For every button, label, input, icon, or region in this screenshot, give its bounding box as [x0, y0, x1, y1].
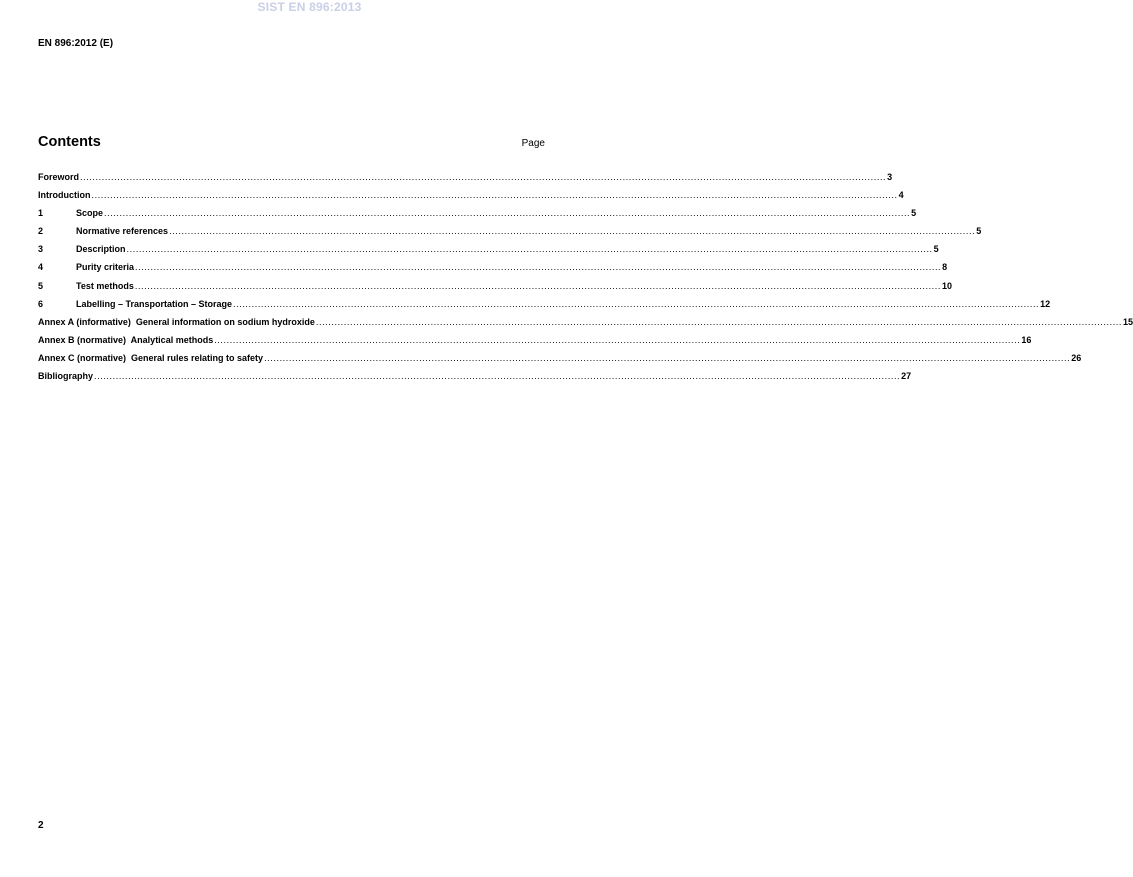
toc-entry[interactable]: [38, 316, 1133, 335]
toc-entry[interactable]: [38, 298, 1051, 317]
toc-entry-title: Bibliography: [38, 371, 94, 382]
toc-entry-number: 4: [38, 262, 44, 273]
page-column-label: Page: [521, 138, 545, 149]
toc-entry[interactable]: [38, 334, 1032, 353]
toc-entry-title: Annex C (normative) General rules relating to safety: [38, 352, 264, 363]
toc-dot-leader: ....................................................................................................................................................................................................................................................................: [214, 334, 1021, 345]
toc-entry-title: Labelling – Transportation – Storage: [76, 298, 233, 309]
toc-entry-title: Introduction: [38, 190, 91, 201]
toc-entry[interactable]: [38, 208, 917, 226]
toc-entry[interactable]: [38, 280, 952, 299]
toc-dot-leader: ....................................................................................................................................................................................................................................................................: [80, 172, 887, 182]
toc-entry[interactable]: [38, 172, 893, 190]
toc-dot-leader: ....................................................................................................................................................................................................................................................................: [91, 190, 898, 201]
toc-entry-title: Scope: [76, 208, 104, 219]
toc-dot-leader: ....................................................................................................................................................................................................................................................................: [94, 371, 901, 382]
toc-entry-page: 15: [1123, 316, 1133, 327]
toc-entry-title: Foreword: [38, 172, 80, 182]
contents-title: Contents: [38, 134, 101, 150]
toc-dot-leader: ....................................................................................................................................................................................................................................................................: [104, 208, 911, 219]
toc-entry-title: Description: [76, 244, 126, 255]
toc-entry-title: Normative references: [76, 226, 169, 237]
toc-entry-number: 5: [38, 280, 44, 291]
toc-entry-number: 2: [38, 226, 44, 237]
toc-entry-page: 8: [942, 262, 948, 273]
toc-dot-leader: ....................................................................................................................................................................................................................................................................: [135, 262, 942, 273]
table-of-contents: [38, 172, 1133, 389]
toc-entry-page: 5: [911, 208, 917, 219]
toc-entry-title: Purity criteria: [76, 262, 135, 273]
toc-entry-number: 1: [38, 208, 44, 219]
contents-header: [38, 134, 545, 150]
toc-entry[interactable]: [38, 371, 912, 389]
toc-entry-page: 10: [941, 280, 952, 291]
toc-entry-page: 16: [1021, 334, 1032, 345]
toc-entry[interactable]: [38, 244, 939, 262]
watermark: SIST EN 896:2013: [257, 0, 362, 14]
toc-entry-title: Test methods: [76, 280, 134, 291]
toc-dot-leader: ....................................................................................................................................................................................................................................................................: [264, 352, 1071, 363]
toc-dot-leader: ....................................................................................................................................................................................................................................................................: [233, 298, 1040, 309]
toc-entry-number: 3: [38, 244, 44, 255]
toc-dot-leader: ....................................................................................................................................................................................................................................................................: [134, 280, 941, 291]
toc-entry-page: 12: [1040, 298, 1051, 309]
toc-entry-page: 27: [901, 371, 912, 382]
toc-entry-page: 26: [1071, 352, 1082, 363]
toc-entry-title: Annex A (informative) General information on sodium hydroxide: [38, 316, 315, 327]
toc-entry[interactable]: [38, 352, 1082, 371]
toc-dot-leader: ....................................................................................................................................................................................................................................................................: [126, 244, 933, 255]
toc-entry-page: 4: [898, 190, 904, 201]
document-identifier: EN 896:2012 (E): [38, 38, 114, 49]
toc-entry-title: Annex B (normative) Analytical methods: [38, 334, 214, 345]
page-number: 2: [38, 820, 44, 831]
toc-dot-leader: ....................................................................................................................................................................................................................................................................: [169, 226, 976, 237]
toc-entry-page: 5: [933, 244, 939, 255]
toc-entry-page: 5: [976, 226, 982, 237]
toc-entry-number: 6: [38, 298, 44, 309]
toc-entry-page: 3: [887, 172, 893, 182]
toc-entry[interactable]: [38, 190, 904, 208]
toc-entry[interactable]: [38, 262, 948, 280]
toc-entry[interactable]: [38, 226, 982, 244]
toc-dot-leader: ....................................................................................................................................................................................................................................................................: [315, 316, 1122, 327]
